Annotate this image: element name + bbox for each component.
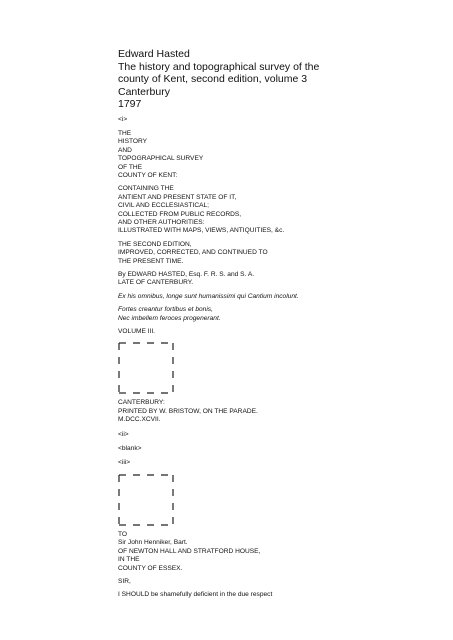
document-page <box>118 48 438 600</box>
containing-line: CONTAINING THE <box>118 185 174 193</box>
dedication-line: COUNTY OF ESSEX. <box>118 564 183 572</box>
volume-label: VOLUME III. <box>118 328 156 336</box>
containing-block <box>118 185 438 235</box>
author-block <box>118 271 438 288</box>
document-header <box>118 48 438 111</box>
place: Canterbury <box>118 85 170 98</box>
title-line-2: county of Kent, second edition, volume 3 <box>118 73 308 85</box>
image-placeholder <box>118 340 174 396</box>
title-line: AND <box>118 146 132 154</box>
dedication-block <box>118 531 438 573</box>
document-body <box>118 116 438 600</box>
salutation: SIR, <box>118 577 131 585</box>
imprint-line: CANTERBURY: <box>118 399 165 407</box>
title-line: THE <box>118 129 132 137</box>
body-paragraph-start: I SHOULD be shamefully deficient in the due respect <box>118 591 273 599</box>
dedication-line: Sir John Henniker, Bart. <box>118 539 188 547</box>
latin-quote-2 <box>118 306 438 323</box>
edition-line: IMPROVED, CORRECTED, AND CONTINUED TO <box>118 249 268 257</box>
imprint-line: PRINTED BY W. BRISTOW, ON THE PARADE. <box>118 407 258 415</box>
dedication-line: OF NEWTON HALL AND STRATFORD HOUSE, <box>118 547 261 555</box>
containing-line: ANTIENT AND PRESENT STATE OF IT, <box>118 193 237 201</box>
page-mark-i: <i> <box>118 115 128 123</box>
quote-line: Nec imbellem feroces progenerant. <box>118 314 221 322</box>
page-mark-iii: <iii> <box>118 459 131 467</box>
title-line: TOPOGRAPHICAL SURVEY <box>118 155 204 163</box>
containing-line: AND OTHER AUTHORITIES: <box>118 218 205 226</box>
author-name: Edward Hasted <box>118 48 190 60</box>
title-line-1: The history and topographical survey of the <box>118 60 320 73</box>
containing-line: COLLECTED FROM PUBLIC RECORDS, <box>118 210 242 218</box>
image-placeholder <box>118 472 174 528</box>
title-line: OF THE <box>118 163 143 171</box>
page-mark-blank: <blank> <box>118 445 142 453</box>
page-mark-ii: <ii> <box>118 430 129 438</box>
latin-quote-1: Ex his omnibus, longe sunt humanissimi qui Cantium incolunt. <box>118 292 299 300</box>
title-block <box>118 130 438 180</box>
year: 1797 <box>118 98 142 110</box>
dedication-line: IN THE <box>118 556 140 564</box>
author-line: LATE OF CANTERBURY. <box>118 279 194 287</box>
dedication-line: TO <box>118 530 128 538</box>
edition-block <box>118 241 438 266</box>
edition-line: THE PRESENT TIME. <box>118 257 184 265</box>
quote-line: Fortes creantur fortibus et bonis, <box>118 306 213 314</box>
title-line: HISTORY <box>118 138 148 146</box>
imprint-block <box>118 399 438 424</box>
title-line: COUNTY OF KENT: <box>118 171 178 179</box>
imprint-line: M.DCC.XCVII. <box>118 416 161 424</box>
author-line: By EDWARD HASTED, Esq. F. R. S. and S. A. <box>118 271 255 278</box>
edition-line: THE SECOND EDITION, <box>118 240 192 248</box>
containing-line: ILLUSTRATED WITH MAPS, VIEWS, ANTIQUITIES, &c. <box>118 227 285 235</box>
containing-line: CIVIL AND ECCLESIASTICAL; <box>118 202 209 210</box>
missing-image-icon <box>118 472 174 528</box>
missing-image-icon <box>118 340 174 396</box>
